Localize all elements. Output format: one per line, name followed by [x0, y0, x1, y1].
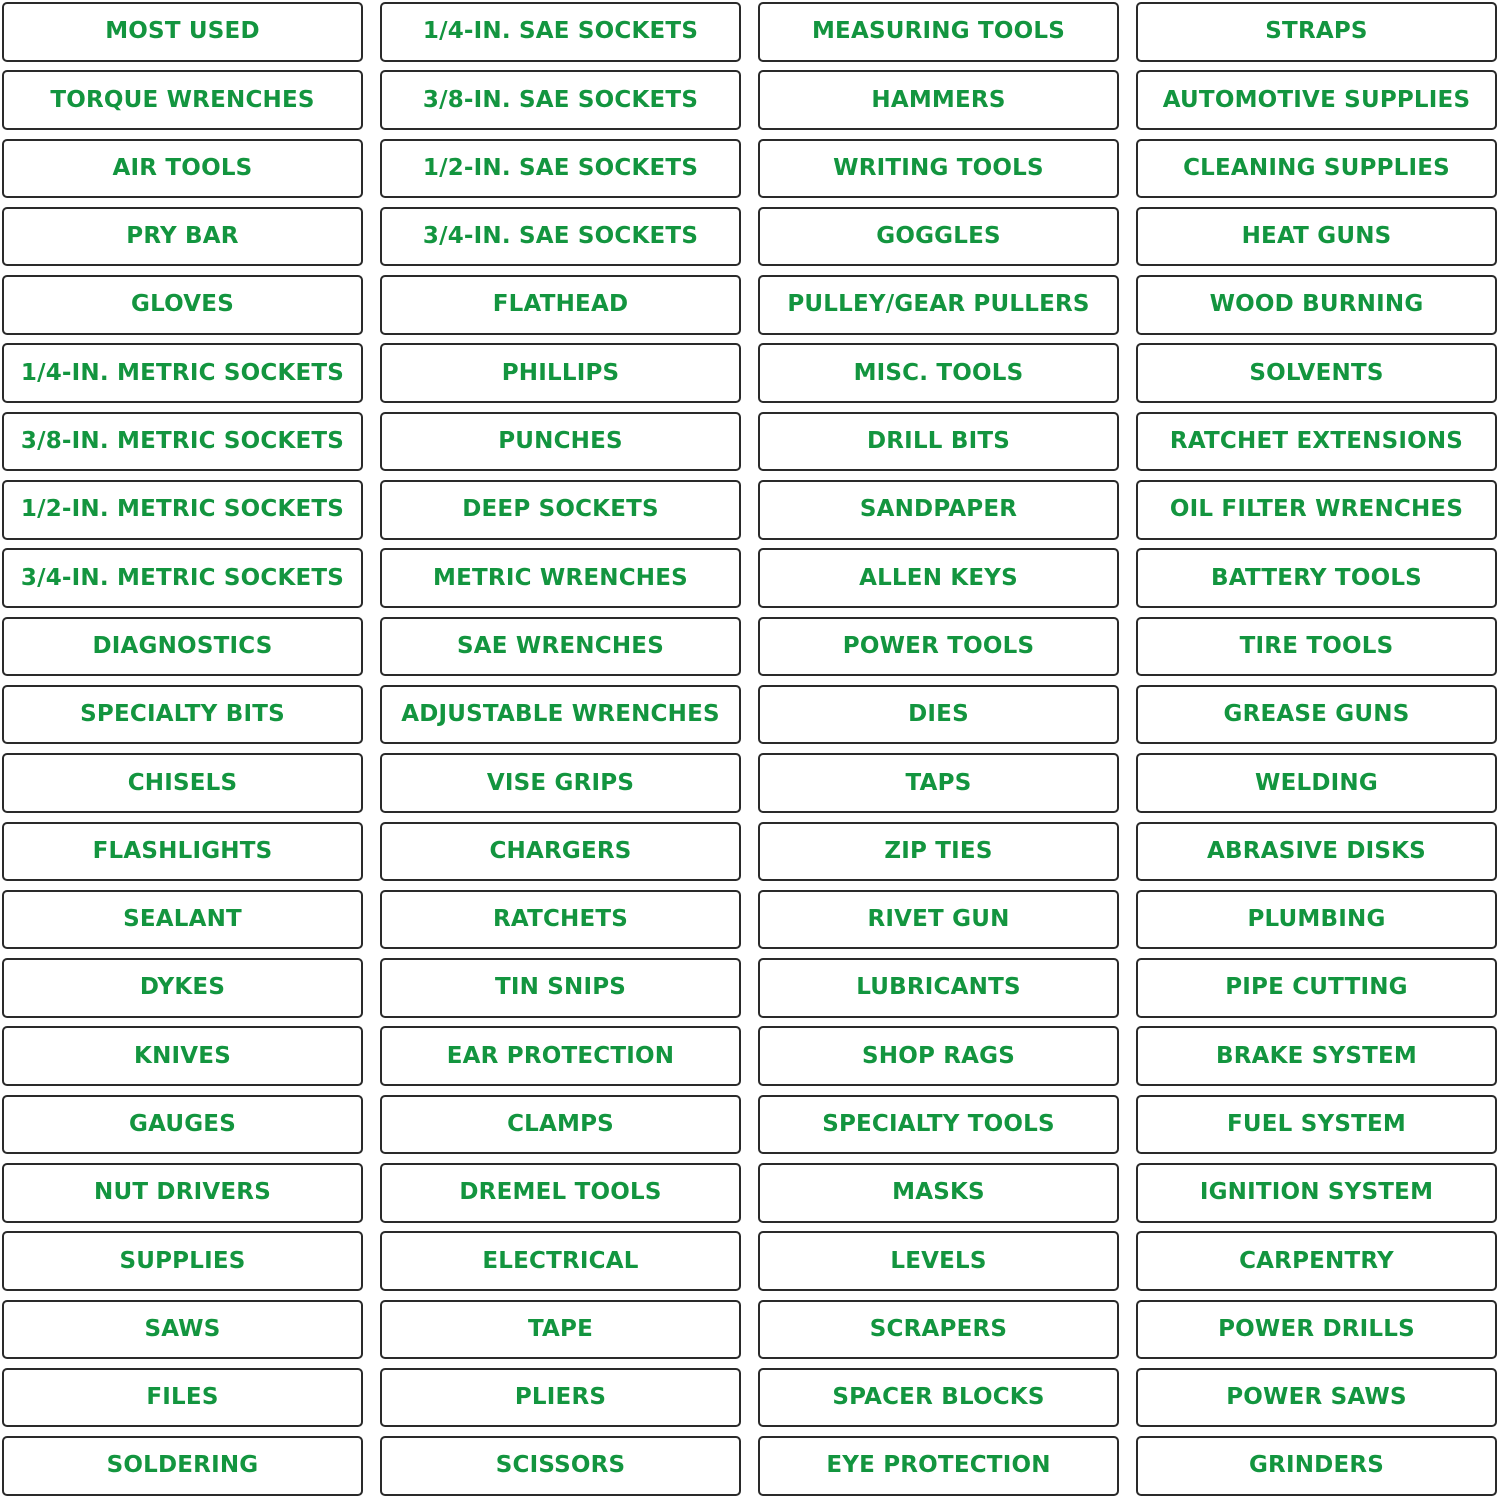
label-text: RIVET GUN [867, 906, 1010, 933]
label-text: AUTOMOTIVE SUPPLIES [1162, 86, 1471, 113]
label-sticker [380, 822, 741, 882]
label-text: RATCHETS [492, 906, 629, 933]
label-sticker [380, 139, 741, 199]
label-sticker [380, 1163, 741, 1223]
label-text: 3/8-IN. SAE SOCKETS [422, 86, 699, 113]
label-sticker [1136, 275, 1497, 335]
label-text: SHOP RAGS [862, 1042, 1015, 1069]
label-text: SANDPAPER [859, 496, 1018, 523]
label-text: RATCHET EXTENSIONS [1169, 428, 1464, 455]
label-sticker [2, 1231, 363, 1291]
label-sticker [380, 685, 741, 745]
label-text: ABRASIVE DISKS [1207, 837, 1426, 864]
label-text: DRILL BITS [866, 428, 1011, 455]
label-text: DYKES [139, 974, 226, 1001]
label-sticker [1136, 1026, 1497, 1086]
label-sticker [1136, 480, 1497, 540]
label-sticker [2, 617, 363, 677]
label-text: SOLVENTS [1249, 359, 1384, 386]
label-sticker [758, 480, 1119, 540]
label-text: DIES [908, 701, 969, 728]
label-sticker [2, 207, 363, 267]
label-text: FUEL SYSTEM [1226, 1111, 1407, 1137]
label-text: MISC. TOOLS [853, 359, 1024, 386]
label-sticker [2, 548, 363, 608]
label-sticker [758, 617, 1119, 677]
label-text: 3/8-IN. METRIC SOCKETS [20, 428, 345, 455]
label-sticker [380, 890, 741, 950]
label-sticker [2, 822, 363, 882]
label-sticker [758, 685, 1119, 745]
label-text: DREMEL TOOLS [459, 1179, 662, 1206]
label-text: MASKS [892, 1179, 985, 1206]
label-text: WRITING TOOLS [833, 154, 1044, 181]
label-text: SCRAPERS [869, 1315, 1008, 1342]
label-sticker [2, 890, 363, 950]
label-text: FLATHEAD [492, 291, 629, 318]
label-text: ZIP TIES [884, 837, 993, 864]
label-sticker [1136, 1300, 1497, 1360]
label-text: SAE WRENCHES [457, 632, 664, 659]
label-text: GRINDERS [1248, 1452, 1385, 1479]
label-text: LUBRICANTS [856, 974, 1021, 1001]
label-sticker [758, 1436, 1119, 1496]
label-sticker [758, 139, 1119, 199]
label-text: NUT DRIVERS [94, 1179, 271, 1206]
label-sticker [380, 1095, 741, 1155]
label-sticker [758, 275, 1119, 335]
label-text: GAUGES [128, 1111, 236, 1137]
label-text: SAWS [144, 1315, 221, 1342]
label-sticker [1136, 548, 1497, 608]
label-sticker [1136, 822, 1497, 882]
label-sticker [380, 343, 741, 403]
label-sticker [758, 207, 1119, 267]
label-text: CARPENTRY [1239, 1247, 1394, 1274]
label-text: 3/4-IN. SAE SOCKETS [422, 223, 699, 250]
label-text: HAMMERS [871, 86, 1006, 113]
label-text: SPACER BLOCKS [832, 1384, 1045, 1411]
label-sticker [380, 1436, 741, 1496]
label-text: OIL FILTER WRENCHES [1169, 496, 1464, 523]
label-text: EYE PROTECTION [826, 1452, 1051, 1479]
label-sticker [1136, 685, 1497, 745]
label-sticker [2, 412, 363, 472]
label-sticker [380, 480, 741, 540]
label-sticker [1136, 2, 1497, 62]
label-sticker [2, 1026, 363, 1086]
label-text: PLIERS [514, 1384, 607, 1411]
label-sticker [1136, 1231, 1497, 1291]
label-sticker [1136, 70, 1497, 130]
label-sticker [758, 1095, 1119, 1155]
label-text: ELECTRICAL [482, 1247, 639, 1274]
label-sticker [380, 753, 741, 813]
label-text: ADJUSTABLE WRENCHES [401, 701, 720, 728]
label-text: SPECIALTY BITS [80, 701, 285, 728]
label-text: EAR PROTECTION [446, 1042, 675, 1069]
label-text: SUPPLIES [119, 1247, 246, 1274]
label-text: DIAGNOSTICS [92, 632, 273, 659]
label-text: PUNCHES [498, 428, 623, 455]
label-sticker [2, 275, 363, 335]
label-text: PRY BAR [126, 223, 239, 250]
label-text: FLASHLIGHTS [92, 837, 273, 864]
label-sticker [2, 1163, 363, 1223]
label-sticker [380, 1231, 741, 1291]
label-sticker [1136, 1163, 1497, 1223]
label-text: PIPE CUTTING [1225, 974, 1408, 1001]
label-sticker [1136, 343, 1497, 403]
label-sticker [380, 958, 741, 1018]
label-text: SOLDERING [106, 1452, 259, 1479]
label-sticker [758, 412, 1119, 472]
label-sticker [758, 1026, 1119, 1086]
label-text: AIR TOOLS [112, 154, 253, 181]
label-sticker [1136, 412, 1497, 472]
label-text: WOOD BURNING [1209, 291, 1424, 318]
label-text: DEEP SOCKETS [462, 496, 659, 523]
label-sticker [380, 1026, 741, 1086]
label-text: 3/4-IN. METRIC SOCKETS [20, 564, 345, 591]
label-text: FILES [146, 1384, 219, 1411]
label-text: 1/4-IN. METRIC SOCKETS [20, 359, 345, 386]
label-sticker [2, 1368, 363, 1428]
label-sticker [2, 1300, 363, 1360]
label-sticker [758, 2, 1119, 62]
label-text: GLOVES [131, 291, 234, 318]
label-text: PLUMBING [1247, 906, 1386, 933]
label-sticker [380, 412, 741, 472]
label-sticker [380, 548, 741, 608]
label-sticker [2, 70, 363, 130]
label-sticker [380, 70, 741, 130]
label-sticker [2, 958, 363, 1018]
label-sticker [380, 275, 741, 335]
label-sticker [758, 890, 1119, 950]
label-text: KNIVES [134, 1042, 231, 1069]
label-text: TAPE [527, 1315, 594, 1342]
label-text: PULLEY/GEAR PULLERS [787, 291, 1090, 318]
label-text: CHARGERS [489, 837, 632, 864]
label-sticker [758, 343, 1119, 403]
label-sticker [2, 343, 363, 403]
label-sticker [2, 139, 363, 199]
label-sticker [1136, 1368, 1497, 1428]
label-text: HEAT GUNS [1241, 223, 1392, 250]
label-sticker [1136, 139, 1497, 199]
label-text: TORQUE WRENCHES [50, 86, 315, 113]
label-text: GOGGLES [876, 223, 1001, 250]
label-text: SEALANT [123, 906, 242, 933]
label-sticker [758, 1163, 1119, 1223]
label-sticker [380, 617, 741, 677]
label-sticker [758, 822, 1119, 882]
label-sticker [758, 1231, 1119, 1291]
label-text: TIN SNIPS [494, 974, 627, 1001]
label-sticker [1136, 753, 1497, 813]
label-text: GREASE GUNS [1223, 701, 1410, 728]
label-sticker [2, 753, 363, 813]
label-sticker [758, 1368, 1119, 1428]
label-text: METRIC WRENCHES [433, 564, 688, 591]
label-sticker [2, 2, 363, 62]
label-text: 1/4-IN. SAE SOCKETS [422, 18, 699, 45]
label-text: TAPS [905, 769, 972, 796]
label-sticker [2, 685, 363, 745]
label-text: POWER DRILLS [1218, 1315, 1415, 1342]
label-text: PHILLIPS [501, 359, 620, 386]
label-text: BATTERY TOOLS [1211, 564, 1422, 591]
label-text: IGNITION SYSTEM [1199, 1179, 1434, 1206]
label-sticker [758, 753, 1119, 813]
label-sticker [758, 548, 1119, 608]
label-sticker [758, 958, 1119, 1018]
label-text: 1/2-IN. SAE SOCKETS [422, 154, 699, 181]
label-sticker [1136, 617, 1497, 677]
label-text: MOST USED [105, 18, 260, 45]
label-text: VISE GRIPS [486, 769, 635, 796]
label-sticker [1136, 1095, 1497, 1155]
label-text: LEVELS [890, 1247, 987, 1274]
label-text: ALLEN KEYS [859, 564, 1018, 591]
label-sticker [1136, 890, 1497, 950]
label-sticker [2, 1095, 363, 1155]
label-text: BRAKE SYSTEM [1215, 1042, 1418, 1069]
label-sticker [380, 207, 741, 267]
label-text: SPECIALTY TOOLS [822, 1111, 1055, 1137]
label-text: POWER SAWS [1226, 1384, 1407, 1411]
label-text: CLEANING SUPPLIES [1183, 154, 1450, 181]
label-text: STRAPS [1265, 18, 1368, 45]
label-sticker [380, 2, 741, 62]
label-sticker [758, 1300, 1119, 1360]
label-sticker [1136, 1436, 1497, 1496]
label-text: WELDING [1255, 769, 1378, 796]
label-text: SCISSORS [495, 1452, 626, 1479]
label-text: TIRE TOOLS [1239, 632, 1394, 659]
label-sticker [380, 1300, 741, 1360]
label-text: MEASURING TOOLS [811, 18, 1066, 45]
label-text: POWER TOOLS [842, 632, 1035, 659]
label-sticker [758, 70, 1119, 130]
label-sticker [1136, 207, 1497, 267]
label-sheet [2, 2, 1498, 1496]
label-sticker [2, 1436, 363, 1496]
label-text: CHISELS [127, 769, 238, 796]
label-text: 1/2-IN. METRIC SOCKETS [20, 496, 345, 523]
label-sticker [380, 1368, 741, 1428]
label-sticker [1136, 958, 1497, 1018]
label-text: CLAMPS [507, 1111, 614, 1137]
label-sticker [2, 480, 363, 540]
